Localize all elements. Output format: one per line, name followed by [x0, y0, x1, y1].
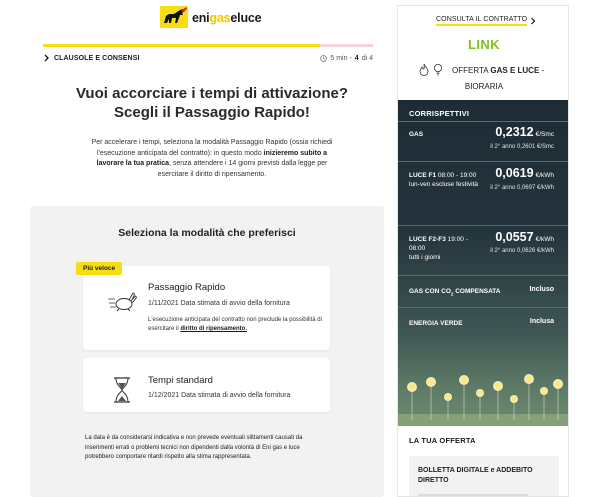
option-date: 1/12/2021 Data stimata di avvio della fornitura: [148, 392, 291, 399]
option-note: [148, 316, 324, 334]
fast-rabbit-icon: [107, 290, 137, 312]
divider: [398, 275, 569, 276]
f1-value: 0,0619: [495, 166, 534, 180]
offer-commodity: GAS E LUCE: [490, 66, 540, 75]
brand-gas: gas: [209, 11, 231, 26]
progress-bar: [43, 44, 373, 47]
consulta-label: CONSULTA IL CONTRATTO: [436, 16, 527, 26]
verde-value: Inclusa: [529, 318, 554, 325]
option-date: 1/11/2021 Data stimata di avvio della fornitura: [148, 300, 290, 307]
gas-unit: €/Smc: [535, 131, 554, 138]
hourglass-icon: [111, 376, 133, 404]
ripensamento-link[interactable]: diritto di ripensamento.: [180, 326, 248, 332]
step-back-link[interactable]: [43, 54, 140, 62]
f1-price: [495, 166, 554, 180]
lightbulb-icon: [432, 63, 444, 76]
prices-panel: [398, 100, 569, 426]
option-card-passaggio-rapido[interactable]: [83, 266, 330, 350]
consulta-contratto-link[interactable]: [436, 16, 536, 26]
gas-price: [495, 125, 554, 139]
offer-sidebar: [397, 5, 569, 497]
offer-name: LINK: [468, 37, 500, 52]
f23-days: tutti i giorni: [409, 254, 441, 261]
divider: [398, 307, 569, 308]
tua-offerta-title: LA TUA OFFERTA: [409, 436, 476, 445]
f1-label: [409, 171, 479, 189]
brand-wordmark: [192, 12, 261, 25]
step-meta: [320, 55, 373, 62]
option-card-tempi-standard[interactable]: [83, 358, 330, 412]
f23-label: [409, 235, 479, 262]
intro-part-1: Per accelerare i tempi, seleziona la modalità Passaggio Rapido (ossia richiedi l'esecuzione anticipata del contratto): in questo modo: [91, 139, 333, 157]
six-legged-dog-icon: [160, 6, 188, 28]
brand-eluce: eluce: [230, 11, 262, 26]
lightbulbs-illustration: [398, 350, 569, 426]
gas-value: 0,2312: [495, 125, 534, 139]
eni-logo[interactable]: [160, 6, 261, 28]
co2-label-b: COMPENSATA: [453, 288, 501, 295]
option-note-text: L'esecuzione anticipata del contratto non preclude la possibilità di esercitare il: [148, 317, 322, 332]
progress-fill: [43, 44, 320, 47]
gas-second-year: il 2° anno 0,2601 €/Smc: [490, 144, 554, 150]
f23-name: LUCE F2-F3: [409, 236, 446, 243]
f23-value: 0,0557: [495, 230, 534, 244]
f1-unit: €/kWh: [535, 172, 554, 179]
faster-badge: Più veloce: [76, 262, 122, 275]
f23-unit: €/kWh: [535, 236, 554, 243]
step-label: CLAUSOLE E CONSENSI: [54, 54, 140, 62]
selection-title: Seleziona la modalità che preferisci: [118, 227, 296, 239]
f23-second-year: il 2° anno 0,0626 €/kWh: [490, 248, 554, 254]
step-total: di 4: [361, 54, 373, 62]
f1-hours: 08:00 - 19:00: [437, 172, 477, 179]
offer-dash: -: [541, 66, 545, 75]
co2-label-sub: 2: [450, 291, 454, 297]
step-duration: 5 min -: [330, 54, 352, 62]
f23-hours: 19:00 - 08:00: [409, 236, 468, 252]
flame-icon: [418, 63, 430, 76]
offer-label: OFFERTA: [452, 66, 489, 75]
f23-price: [495, 230, 554, 244]
intro-highlight: inizieremo subito a lavorare la tua pratica: [96, 149, 328, 167]
offer-type: [452, 66, 544, 75]
divider: [398, 121, 569, 122]
offer-icons: [418, 63, 444, 76]
option-name: Tempi standard: [148, 375, 213, 386]
tua-offerta-item: [409, 456, 559, 497]
co2-label: [409, 287, 501, 298]
verde-label: ENERGIA VERDE: [409, 320, 463, 327]
offer-subtype: BIORARIA: [464, 82, 504, 91]
corrispettivi-title: CORRISPETTIVI: [409, 109, 470, 118]
disclaimer-text: La data è da considerarsi indicativa e non prevede eventuali slittamenti causati da inserimenti errati o problemi tecnici non dipendenti dalla volontà di Eni gas e luce potrebbero comportare ritardi rispetto alla stima rappresentata.: [85, 435, 303, 460]
brand-eni: eni: [192, 11, 210, 26]
divider: [398, 161, 569, 162]
intro-part-2: , senza attendere i 14 giorni previsti dalla legge per esercitare il diritto di ripensamento.: [157, 160, 328, 178]
f1-name: LUCE F1: [409, 172, 437, 179]
intro-text: [90, 138, 334, 180]
co2-value: Incluso: [529, 286, 554, 293]
step-header: [43, 54, 373, 62]
clock-icon: [320, 55, 327, 62]
page-title: Vuoi accorciare i tempi di attivazione? Scegli il Passaggio Rapido!: [75, 85, 349, 121]
f1-days: lun-ven escluse festività: [409, 181, 479, 188]
divider: [398, 225, 569, 226]
option-name: Passaggio Rapido: [148, 282, 226, 293]
chevron-right-icon: [530, 17, 536, 25]
gas-label: GAS: [409, 131, 424, 138]
step-current: 4: [354, 54, 359, 62]
co2-label-a: GAS CON CO: [409, 288, 451, 295]
tua-offerta-item-title: BOLLETTA DIGITALE e ADDEBITO DIRETTO: [418, 467, 533, 484]
f1-second-year: il 2° anno 0,0697 €/kWh: [490, 185, 554, 191]
chevron-right-icon: [43, 54, 50, 62]
